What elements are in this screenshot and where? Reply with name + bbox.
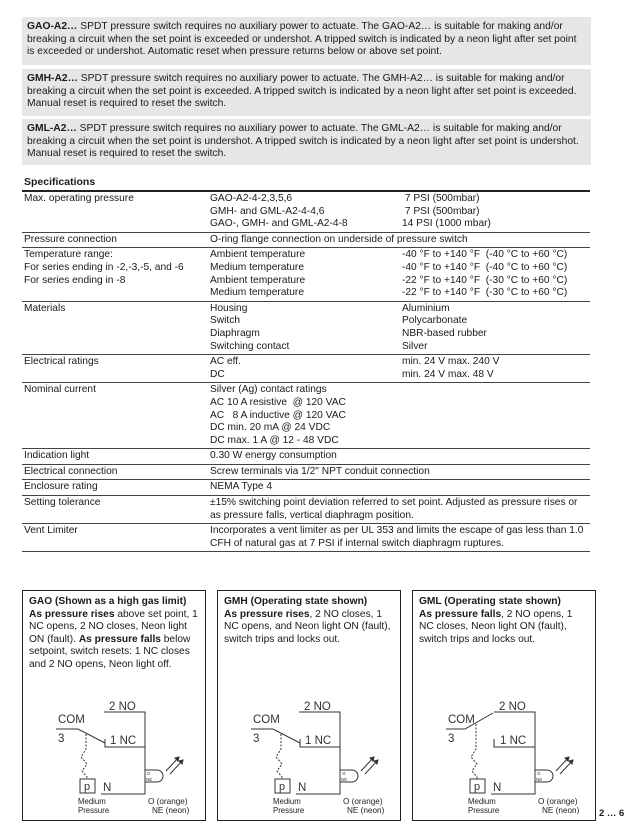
spec-item-line: GMH- and GML-A2-4-4,6: [210, 205, 325, 217]
spec-value: [208, 524, 590, 552]
spec-item: [208, 248, 400, 301]
spec-label-line: Temperature range:: [24, 249, 113, 261]
spec-value-line: Silver (Ag) contact ratings: [210, 384, 327, 396]
p-label: p: [279, 781, 286, 793]
spec-label-line: Nominal current: [24, 384, 96, 396]
spec-item: [208, 191, 400, 232]
spec-row: [22, 449, 590, 465]
emphasis-text: As pressure falls: [78, 633, 161, 645]
body-text: , 2 NO closes, 1 NC opens, and Neon light ON (fault), switch trips and locks out.: [224, 608, 391, 645]
box-text: [419, 609, 589, 647]
box-text: [224, 609, 394, 647]
box-heading: GMH (Operating state shown): [224, 596, 368, 607]
lamp-ne-label: NE: [146, 777, 153, 782]
spec-value-line: -22 °F to +140 °F (-30 °C to +60 °C): [402, 287, 568, 299]
spec-label-line: Indication light: [24, 450, 90, 462]
orange-legend: O (orange): [343, 797, 383, 806]
terminal-3-label: 3: [58, 733, 65, 745]
spec-item-line: Ambient temperature: [210, 274, 306, 286]
spec-value: [400, 355, 590, 383]
spec-row: [22, 355, 590, 383]
spec-item-line: Housing: [210, 302, 248, 314]
body-text: below setpoint, switch resets: 1 NC closes and 2 NO opens, Neon light off.: [29, 633, 191, 670]
body-text: , 2 NO opens, 1 NC closes, Neon light ON (fault), switch trips and locks out.: [419, 608, 573, 645]
spec-label: [22, 480, 208, 496]
model-name: GAO-A2…: [27, 21, 78, 32]
spec-label: [22, 464, 208, 480]
description-gml: [22, 119, 591, 165]
spec-value-line: Screw terminals via 1/2" NPT conduit connection: [210, 465, 430, 477]
emphasis-text: As pressure rises: [224, 608, 310, 620]
spec-label-line: Electrical connection: [24, 465, 118, 477]
spec-value-line: Silver: [402, 340, 428, 352]
lamp-o-label: O: [537, 771, 541, 776]
spec-value: [208, 232, 590, 248]
spec-value-line: NEMA Type 4: [210, 481, 273, 493]
body-text: above set point, 1 NC opens, 2 NO closes, Neon light ON (fault).: [29, 608, 198, 645]
emphasis-text: As pressure falls: [419, 608, 502, 620]
no-wire: [104, 712, 145, 790]
spec-value: [400, 248, 590, 301]
spec-label: [22, 496, 208, 524]
spec-item: [208, 355, 400, 383]
spec-value-line: AC 8 A inductive @ 120 VAC: [210, 409, 346, 421]
spec-row: [22, 524, 590, 552]
emphasis-text: As pressure rises: [29, 608, 115, 620]
n-label: N: [298, 782, 307, 794]
spec-label-line: Max. operating pressure: [24, 193, 134, 204]
spec-label: [22, 191, 208, 232]
spec-label-line: Electrical ratings: [24, 356, 99, 368]
spec-row: [22, 496, 590, 524]
lamp-o-label: O: [147, 771, 151, 776]
spec-label: [22, 524, 208, 552]
spec-label-line: For series ending in -8: [24, 274, 126, 286]
spec-label: [22, 232, 208, 248]
diagram-box-gao: [22, 590, 206, 821]
pressure-label: Pressure: [78, 806, 110, 815]
light-rays-icon: [556, 757, 573, 774]
terminal-3-label: 3: [448, 733, 455, 745]
spec-item-line: AC eff.: [210, 356, 241, 368]
n-label: N: [493, 782, 502, 794]
description-text: SPDT pressure switch requires no auxiliary power to actuate. The GAO-A2… is suitable for making and/or breaking a circuit when the set point is exceeded or undershot. A tripped switch is indicated by a neon light after set point is exceeded or undershot. Automatic reset when pressure returns below or above set point.: [27, 21, 577, 58]
terminal-3-label: 3: [253, 733, 260, 745]
spec-label-line: Vent Limiter: [24, 525, 78, 537]
spec-item-line: Medium temperature: [210, 261, 304, 273]
spec-label-line: For series ending in -2,-3,-5, and -6: [24, 261, 184, 273]
spec-value-line: DC max. 1 A @ 12 - 48 VDC: [210, 434, 339, 446]
spec-value-line: min. 24 V max. 48 V: [402, 368, 494, 380]
spec-row: [22, 232, 590, 248]
spec-label: [22, 355, 208, 383]
no-label: 2 NO: [109, 701, 136, 713]
spec-value-line: min. 24 V max. 240 V: [402, 356, 500, 368]
spec-row: [22, 383, 590, 449]
model-name: GML-A2…: [27, 123, 77, 134]
spec-value-line: -22 °F to +140 °F (-30 °C to +60 °C): [402, 274, 568, 286]
wiring-diagram: [23, 691, 205, 816]
spec-value-line: Incorporates a vent limiter as per UL 353 and limits the escape of gas less than 1.0: [210, 525, 584, 537]
spec-label-line: Setting tolerance: [24, 497, 101, 509]
spec-row: [22, 480, 590, 496]
pressure-label: Pressure: [273, 806, 305, 815]
spec-value: [208, 383, 590, 449]
spec-value-line: as pressure falls, vertical diaphragm position.: [210, 509, 414, 521]
spec-value: [208, 464, 590, 480]
description-text: SPDT pressure switch requires no auxiliary power to actuate. The GML-A2… is suitable for making and/or breaking a circuit when the set point is undershot. A tripped switch is indicated by a neon light after set point is undershot. Manual reset is required to reset the switch.: [27, 123, 579, 160]
page-number: 2 … 6: [599, 808, 625, 819]
specifications-table: [22, 190, 590, 552]
spec-value-line: ±15% switching point deviation referred to set point. Adjusted as pressure rises or: [210, 497, 578, 509]
neon-legend: NE (neon): [542, 806, 580, 815]
description-gmh: [22, 69, 591, 116]
box-text: [29, 609, 199, 672]
spec-value-line: AC 10 A resistive @ 120 VAC: [210, 396, 346, 408]
lamp-ne-label: NE: [341, 777, 348, 782]
spec-item-line: DC: [210, 368, 225, 380]
medium-label: Medium: [78, 797, 106, 806]
spec-label: [22, 301, 208, 354]
spec-row: [22, 248, 590, 301]
diagram-box-gmh: [217, 590, 401, 821]
spec-label: [22, 383, 208, 449]
medium-label: Medium: [273, 797, 301, 806]
no-label: 2 NO: [499, 701, 526, 713]
wiring-diagram: [413, 691, 595, 816]
spec-value-line: 7 PSI (500mbar): [402, 193, 480, 204]
actuator-linkage: [471, 724, 477, 779]
pressure-label: Pressure: [468, 806, 500, 815]
box-heading: GAO (Shown as a high gas limit): [29, 596, 187, 607]
diagram-box-gml: [412, 590, 596, 821]
spec-label-line: Enclosure rating: [24, 481, 98, 493]
nc-label: 1 NC: [110, 735, 137, 747]
actuator-linkage: [276, 734, 282, 779]
spec-value: [208, 480, 590, 496]
wiring-diagram: [218, 691, 400, 816]
description-text: SPDT pressure switch requires no auxiliary power to actuate. The GMH-A2… is suitable for making and/or breaking a circuit when the set point is exceeded. A tripped switch is indicated by a neon light after set point is exceeded. Manual reset is required to reset the switch.: [27, 73, 577, 110]
spec-row: [22, 464, 590, 480]
spec-label-line: Pressure connection: [24, 233, 117, 245]
spec-value-line: CFH of natural gas at 7 PSI if internal switch diaphragm ruptures.: [210, 537, 504, 549]
spec-value-line: 0.30 W energy consumption: [210, 450, 337, 462]
neon-legend: NE (neon): [347, 806, 385, 815]
light-rays-icon: [361, 757, 378, 774]
lamp-o-label: O: [342, 771, 346, 776]
orange-legend: O (orange): [538, 797, 578, 806]
spec-row: [22, 301, 590, 354]
spec-value-line: O-ring flange connection on underside of pressure switch: [210, 233, 468, 245]
p-label: p: [84, 781, 91, 793]
spec-label-line: Materials: [24, 302, 66, 314]
nc-label: 1 NC: [305, 735, 332, 747]
spec-label: [22, 449, 208, 465]
n-label: N: [103, 782, 112, 794]
orange-legend: O (orange): [148, 797, 188, 806]
spec-value-line: 14 PSI (1000 mbar): [402, 218, 491, 230]
com-label: COM: [58, 714, 85, 726]
com-label: COM: [448, 714, 475, 726]
neon-legend: NE (neon): [152, 806, 190, 815]
p-label: p: [474, 781, 481, 793]
description-gao: [22, 17, 591, 65]
spec-value-line: Aluminium: [402, 302, 450, 314]
nc-label: 1 NC: [500, 735, 527, 747]
box-heading: GML (Operating state shown): [419, 596, 561, 607]
spec-item-line: Medium temperature: [210, 287, 304, 299]
medium-label: Medium: [468, 797, 496, 806]
spec-value: [208, 449, 590, 465]
no-wire: [494, 712, 535, 790]
lamp-ne-label: NE: [536, 777, 543, 782]
actuator-linkage: [81, 734, 87, 779]
no-label: 2 NO: [304, 701, 331, 713]
spec-item-line: Switch: [210, 315, 241, 327]
spec-value: [400, 191, 590, 232]
spec-value-line: -40 °F to +140 °F (-40 °C to +60 °C): [402, 249, 568, 261]
spec-value-line: Polycarbonate: [402, 315, 468, 327]
light-rays-icon: [166, 757, 183, 774]
spec-item-line: Diaphragm: [210, 327, 260, 339]
spec-item-line: Switching contact: [210, 340, 290, 352]
spec-value-line: DC min. 20 mA @ 24 VDC: [210, 422, 331, 434]
spec-item-line: GAO-A2-4-2,3,5,6: [210, 193, 293, 204]
spec-value-line: -40 °F to +140 °F (-40 °C to +60 °C): [402, 261, 568, 273]
spec-value: [400, 301, 590, 354]
spec-item-line: Ambient temperature: [210, 249, 306, 261]
no-wire: [299, 712, 340, 790]
spec-value-line: NBR-based rubber: [402, 327, 487, 339]
spec-label: [22, 248, 208, 301]
model-name: GMH-A2…: [27, 73, 78, 84]
spec-item: [208, 301, 400, 354]
spec-value: [208, 496, 590, 524]
spec-row: [22, 191, 590, 232]
spec-item-line: GAO-, GMH- and GML-A2-4-8: [210, 218, 348, 230]
spec-value-line: 7 PSI (500mbar): [402, 205, 480, 217]
specifications-title: Specifications: [24, 176, 96, 188]
com-label: COM: [253, 714, 280, 726]
